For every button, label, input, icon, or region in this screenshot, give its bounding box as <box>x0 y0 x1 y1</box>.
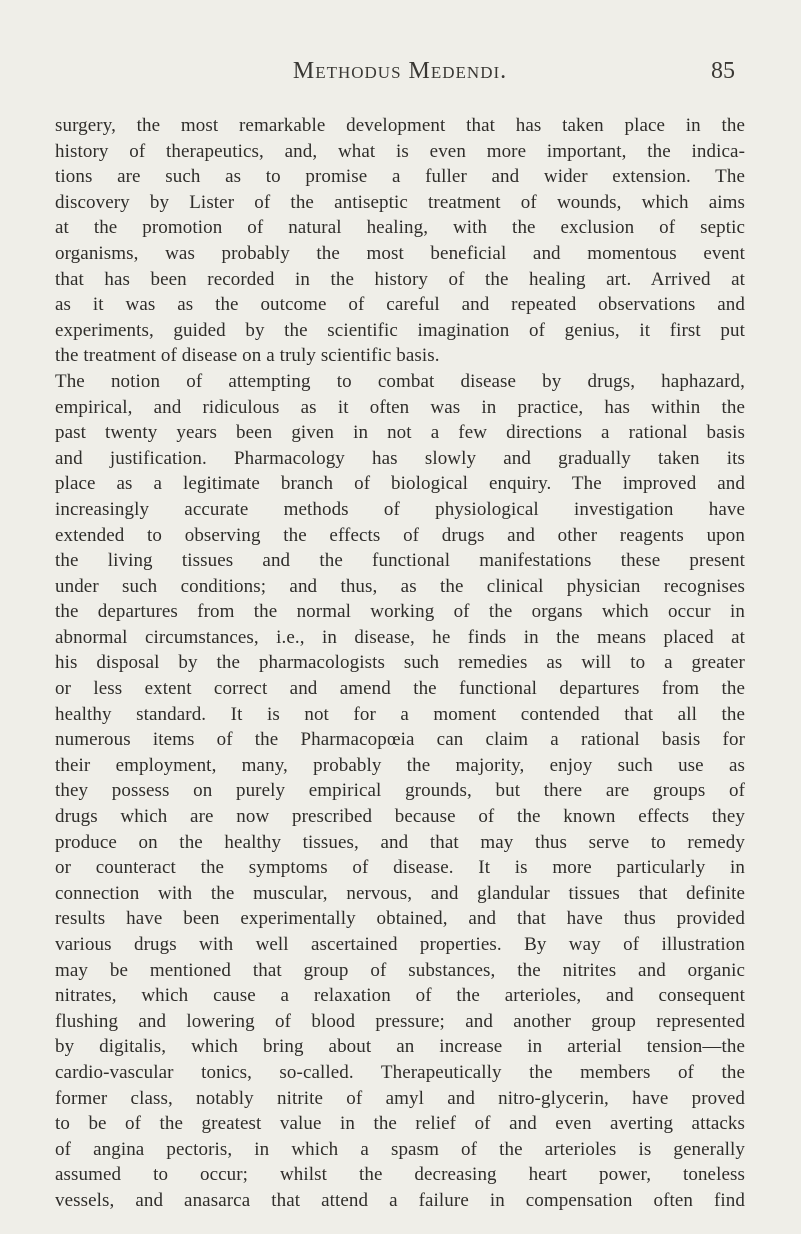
text-line: flushing and lowering of blood pressure; and another group represented <box>55 1010 745 1032</box>
text-line: increasingly accurate methods of physiological investigation have <box>55 498 745 520</box>
text-line: by digitalis, which bring about an increase in arterial tension—the <box>55 1036 745 1058</box>
body-text <box>55 113 745 1214</box>
text-line: place as a legitimate branch of biological enquiry. The improved and <box>55 473 745 495</box>
text-line: of angina pectoris, in which a spasm of the arterioles is generally <box>55 1138 745 1160</box>
text-line: under such conditions; and thus, as the clinical physician recognises <box>55 575 745 597</box>
text-line: they possess on purely empirical grounds, but there are groups of <box>55 780 745 802</box>
text-line: former class, notably nitrite of amyl and nitro-glycerin, have proved <box>55 1087 745 1109</box>
running-title: Methodus Medendi. <box>292 58 508 84</box>
text-line: and justification. Pharmacology has slowly and gradually taken its <box>55 447 745 469</box>
text-line: various drugs with well ascertained properties. By way of illustration <box>55 934 745 955</box>
running-head <box>0 58 801 98</box>
text-line: experiments, guided by the scientific imagination of genius, it first put <box>55 319 745 341</box>
text-line: organisms, was probably the most beneficial and momentous event <box>55 242 745 264</box>
text-line: the living tissues and the functional manifestations these present <box>55 550 745 572</box>
text-line: results have been experimentally obtained, and that have thus provided <box>55 908 745 930</box>
text-line: history of therapeutics, and, what is even more important, the indica- <box>55 140 745 162</box>
text-line: healthy standard. It is not for a moment contended that all the <box>55 703 745 725</box>
text-line: or less extent correct and amend the functional departures from the <box>55 678 745 700</box>
text-line: connection with the muscular, nervous, and glandular tissues that definite <box>55 882 745 904</box>
text-line: the departures from the normal working of the organs which occur in <box>55 601 745 623</box>
text-line: the treatment of disease on a truly scientific basis. <box>55 345 440 367</box>
text-line: as it was as the outcome of careful and repeated observations and <box>55 294 745 316</box>
text-line: past twenty years been given in not a few directions a rational basis <box>55 422 745 444</box>
text-line: empirical, and ridiculous as it often was in practice, has within the <box>55 396 745 418</box>
text-line: numerous items of the Pharmacopœia can claim a rational basis for <box>55 729 745 751</box>
text-line: The notion of attempting to combat disease by drugs, haphazard, <box>55 370 745 392</box>
text-line: discovery by Lister of the antiseptic treatment of wounds, which aims <box>55 191 745 213</box>
text-line: produce on the healthy tissues, and that may thus serve to remedy <box>55 831 745 853</box>
text-line: that has been recorded in the history of the healing art. Arrived at <box>55 268 745 290</box>
text-line: abnormal circumstances, i.e., in disease, he finds in the means placed at <box>55 626 745 648</box>
text-line: drugs which are now prescribed because of the known effects they <box>55 806 745 828</box>
text-line: their employment, many, probably the majority, enjoy such use as <box>55 754 745 776</box>
text-line: his disposal by the pharmacologists such remedies as will to a greater <box>55 652 745 674</box>
text-line: may be mentioned that group of substances, the nitrites and organic <box>55 959 745 981</box>
text-line: nitrates, which cause a relaxation of the arterioles, and consequent <box>55 985 745 1007</box>
text-line: extended to observing the effects of drugs and other reagents upon <box>55 524 745 546</box>
text-line: at the promotion of natural healing, with the exclusion of septic <box>55 217 745 239</box>
text-line: to be of the greatest value in the relief of and even averting attacks <box>55 1113 745 1135</box>
text-line: or counteract the symptoms of disease. It is more particularly in <box>55 857 745 879</box>
text-line: vessels, and anasarca that attend a failure in compensation often find <box>55 1189 745 1211</box>
text-line: tions are such as to promise a fuller and wider extension. The <box>55 166 745 188</box>
text-line: cardio-vascular tonics, so-called. Therapeutically the members of the <box>55 1061 745 1083</box>
page-number: 85 <box>711 58 735 84</box>
text-line: assumed to occur; whilst the decreasing heart power, toneless <box>55 1164 745 1186</box>
text-line: surgery, the most remarkable development that has taken place in the <box>55 115 745 136</box>
